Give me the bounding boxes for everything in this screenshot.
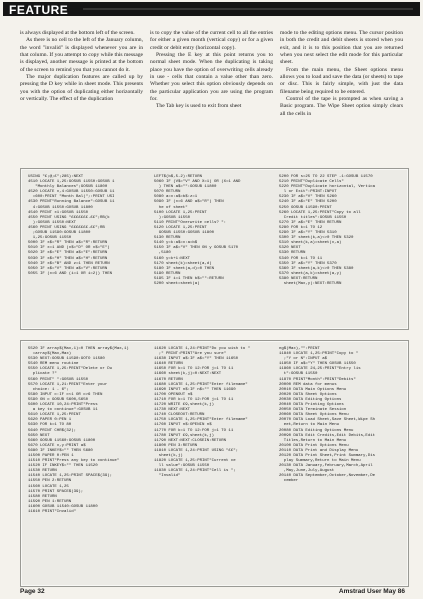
article-column-3 [280, 30, 403, 118]
section-label: FEATURE [9, 3, 69, 17]
header-rule [83, 8, 413, 10]
magazine-issue: Amstrad User May 86 [338, 588, 405, 595]
listing-column: USING "£;@;£";285):NEXT 4510 LOCATE 1,25:GOSUB 11550:GOSUB 1 "Monthly Balances";GOSUB 11800 4520 LOCATE x,4:GOSUB 11550:GOSUB 11 =600:PRINT "Month Bal(";:PRINT USI 4530 PRINT"Running Balance":GOSUB 11 4:GOSUB 11550:GOSUB 11800 4540 PRINT x1:GOSUB 11550 4550 PRINT USING "£££££££.££";RB(k ):GOSUB 11550:NEXT 4560 PRINT USING "£££££££.££";RB ;GOSUB 11590:GOSUB 11800 1,25:GOSUB 11550 5000 IF x$="R" THEN a$="R":RETURN 5010 IF x=1 AND (x$="D" OR x$="E") 5020 IF x$="E" THEN a$="E":RETURN 5030 IF x$="H" THEN a$="H":RETURN 5040 IF x$="B" AND z=1 THEN RETURN 5050 IF x$="V" THEN a$="V":RETURN 5055 IF (x=6 AND (i=1 OR i=2)) THEN [28, 175, 115, 276]
article-paragraph: is always displayed at the bottom left of the screen. [20, 30, 135, 36]
article-paragraph: As there is no cell to the left of the January column, the word "invalid" is displayed whenever you are in that column. If you attempt to copy while this message is displayed, another message is printed at the bottom of the screen to remind you that you cannot do it. [20, 37, 143, 73]
article-paragraph: mode to the editing options menu. The cursor position in both the credit and debit sheets is stored when you exit, and it is to this position that you are returned when you next select the edit mode for this particular sheet. [280, 30, 403, 66]
article-paragraph: Control of the tape is prompted as when saving a Basic program. The Wipe Sheet option simply clears all the cells in [280, 96, 403, 117]
article-column-2 [150, 30, 273, 111]
section-header [3, 2, 420, 16]
article-paragraph: Pressing the E key at this point returns you to normal sheet mode. When the duplicating is taking place you have the option of overwriting cells already in use - cells that contain a value other than zero. Whether you select this option obviously depends on the particular application you are using the program for. [150, 52, 273, 103]
article-column-1 [20, 30, 143, 103]
article-paragraph: The Tab key is used to exit from sheet [156, 103, 242, 110]
article-paragraph: is to copy the value of the current cell to all the entries for either a given month (vertical copy) or for a given credit or debit entry (horizontal copy). [150, 30, 273, 51]
listing-column: 5520 IF array$(Max,1)=0 THEN array$(Max,1) =array$(Max,Max) 5530 NEXT:GOSUB 11590:GOTO 11580 5540 REM menu routine 5550 LOCATE 1,25:PRINT"Delete or Du plicate ?" 5560 PRINT" ":GOSUB 11550 5570 LOCATE 1,21:PRINT"Enter your choice: 1 - 6"; 5580 INPUT c:IF c<1 OR c>6 THEN 5590 ON c GOSUB 5600,5650 5600 LOCATE 10,24:PRINT"Press a key to continue":GOSUB 11 5610 LOCATE 1,25:PRINT 5620 PAPER 0:PEN 1 5630 FOR k=1 TO 80 5640 PRINT CHR$(32); 5650 NEXT 5660 GOSUB 11560:GOSUB 11800 5670 LOCATE x,y:PRINT a$ 5680 IF INKEY$="" THEN 5680 11500 PAPER 0:PEN 1 11510 PRINT"Press any key to continue" 11520 IF INKEY$="" THEN 11520 11530 RETURN 11540 LOCATE 1,25:PRINT SPACE$(39); 11550 PEN 2:RETURN 11560 LOCATE 1,25 11570 PRINT SPACE$(39); 11580 RETURN 11590 PEN 1:RETURN 11600 GOSUB 11540:GOSUB 11800 11610 PRINT"Invalid" [28, 347, 129, 514]
listing-column: 5200 FOR s=25 TO 22 STEP -1:GOSUB 11570 5210 PRINT"Duplicate Cells" 5220 PRINT"Duplicate horizontal, Vertica l or Exit":PRINT:INPUT 5230 IF a$="V" THEN 5260 5240 IF a$="E" THEN 5200 5250 GOSUB 11590:PRINT 5260 LOCATE 1,25:PRINT"Copy to all Credit titles":GOSUB 11550 5270 IF a$="E" THEN RETURN 5280 FOR k=1 TO 12 5290 IF a$="Y" THEN 5310 5300 IF sheet(k,a)<>0 THEN 5320 5310 sheet(k,a)=sheet(x,a) 5320 NEXT 5330 RETURN 5340 FOR k=1 TO 11 5350 IF a$="Y" THEN 5370 5360 IF sheet(a,k)<>0 THEN 5380 5370 sheet(a,k)=sheet(a,y) 5380 NEXT:RETURN sheet(Max,y):NEXT:RETURN [279, 175, 376, 286]
listing-column: LEFT$(b$,5-2):RETURN 5060 IF (V$="V" AND X=1) OR (X=1 AND ) THEN a$="":GOSUB 11800 5070 RETURN 5080 a=x:a$=b$:z=1 5090 IF (x=6 AND a$="R") THEN he of sheet" 5100 LOCATE 1,25:PRINT ):GOSUB 11550 5110 PRINT"Overwrite cells? ": 5120 LOCATE 1,25:PRINT GOSUB 11550:GOSUB 11800 5130 RETURN 5140 y=k:a$=x:a=b$ 5150 IF a$="V" THEN ON y GOSUB 5170 ,5180 5160 y=k+1:NEXT 5170 sheet(k)=sheet(a,d) 5180 IF sheet(a,d)=0 THEN 5190 RETURN 5195 IF i=1 THEN b$="":RETURN 5200 sheet=sheet(a) [154, 175, 241, 286]
article-paragraph: The major duplication features are called up by pressing the D key while in sheet mode. This presents you with the option of duplicating either horizontally or vertically. The effect of the duplication [20, 74, 143, 103]
listing-column: 11620 LOCATE 1,24:PRINT"Do you wish to " ;" PRINT:PRINT"Are you sure" 11630 INPUT a$:IF a$="Y" THEN 11650 11640 RETURN 11650 FOR k=1 TO 12:FOR j=1 TO 11 11660 sheet(k,j)=0:NEXT:NEXT 11670 RETURN 11680 LOCATE 1,25:PRINT"Enter filename" 11690 INPUT n$:IF n$="" THEN 11690 11700 OPENOUT n$ 11710 FOR k=1 TO 12:FOR j=1 TO 11 11720 WRITE £9,sheet(k,j) 11730 NEXT:NEXT 11740 CLOSEOUT:RETURN 11750 LOCATE 1,25:PRINT"Enter filename" 11760 INPUT n$:OPENIN n$ 11770 FOR k=1 TO 12:FOR j=1 TO 11 11780 INPUT £9,sheet(k,j) 11790 NEXT:NEXT:CLOSEIN:RETURN 11800 PEN 3:RETURN 11810 LOCATE 1,24:PRINT USING "££"; sheet(k,j) 11820 LOCATE 1,25:PRINT"Current ce ll value":GOSUB 11550 11830 LOCATE 1,24:PRINT"Cell is "; "Invalid" [154, 347, 251, 479]
program-listing-2 [20, 340, 409, 587]
article-paragraph: From the main menu, the Sheet options menu allows you to load and save the data (or sheets) to tape or disc. This is fairly simple, with just the data filename being required to be entered. [280, 66, 403, 95]
program-listing-1 [20, 168, 409, 330]
page-number: Page 32 [20, 588, 45, 595]
listing-column: ng$(Max),"":PRINT 11840 LOCATE 1,25:PRINT"Copy to " ;"Y or N":INPUT a$ 11850 IF a$="Y" THEN GOSUB 11550 11860 LOCATE 24,25:PRINT"Entry lis t":GOSUB 11550 11870 PRINT"Month":PRINT"Debits" 20000 REM data for menus 20010 DATA Main Options Menu 20020 DATA Sheet Options 20030 DATA Editing Options 20040 DATA Printing Options 20050 DATA Terminate Session 20060 DATA Sheet Options Menu 20070 DATA Load Sheet,Save Sheet,Wipe Sh eet,Return to Main Menu 20080 DATA Editing Options Menu 20090 DATA Edit Credits,Edit Debits,Edit Titles,Return to Main Menu 20100 DATA Print Options Menu 20110 DATA Print and Display Menu 20120 DATA Print Sheet,Print Summary,Dis play Summary,Return to Main Menu 20130 DATA January,February,March,April ,May,June,July,August 20140 DATA September,October,November,De cember [279, 347, 376, 484]
